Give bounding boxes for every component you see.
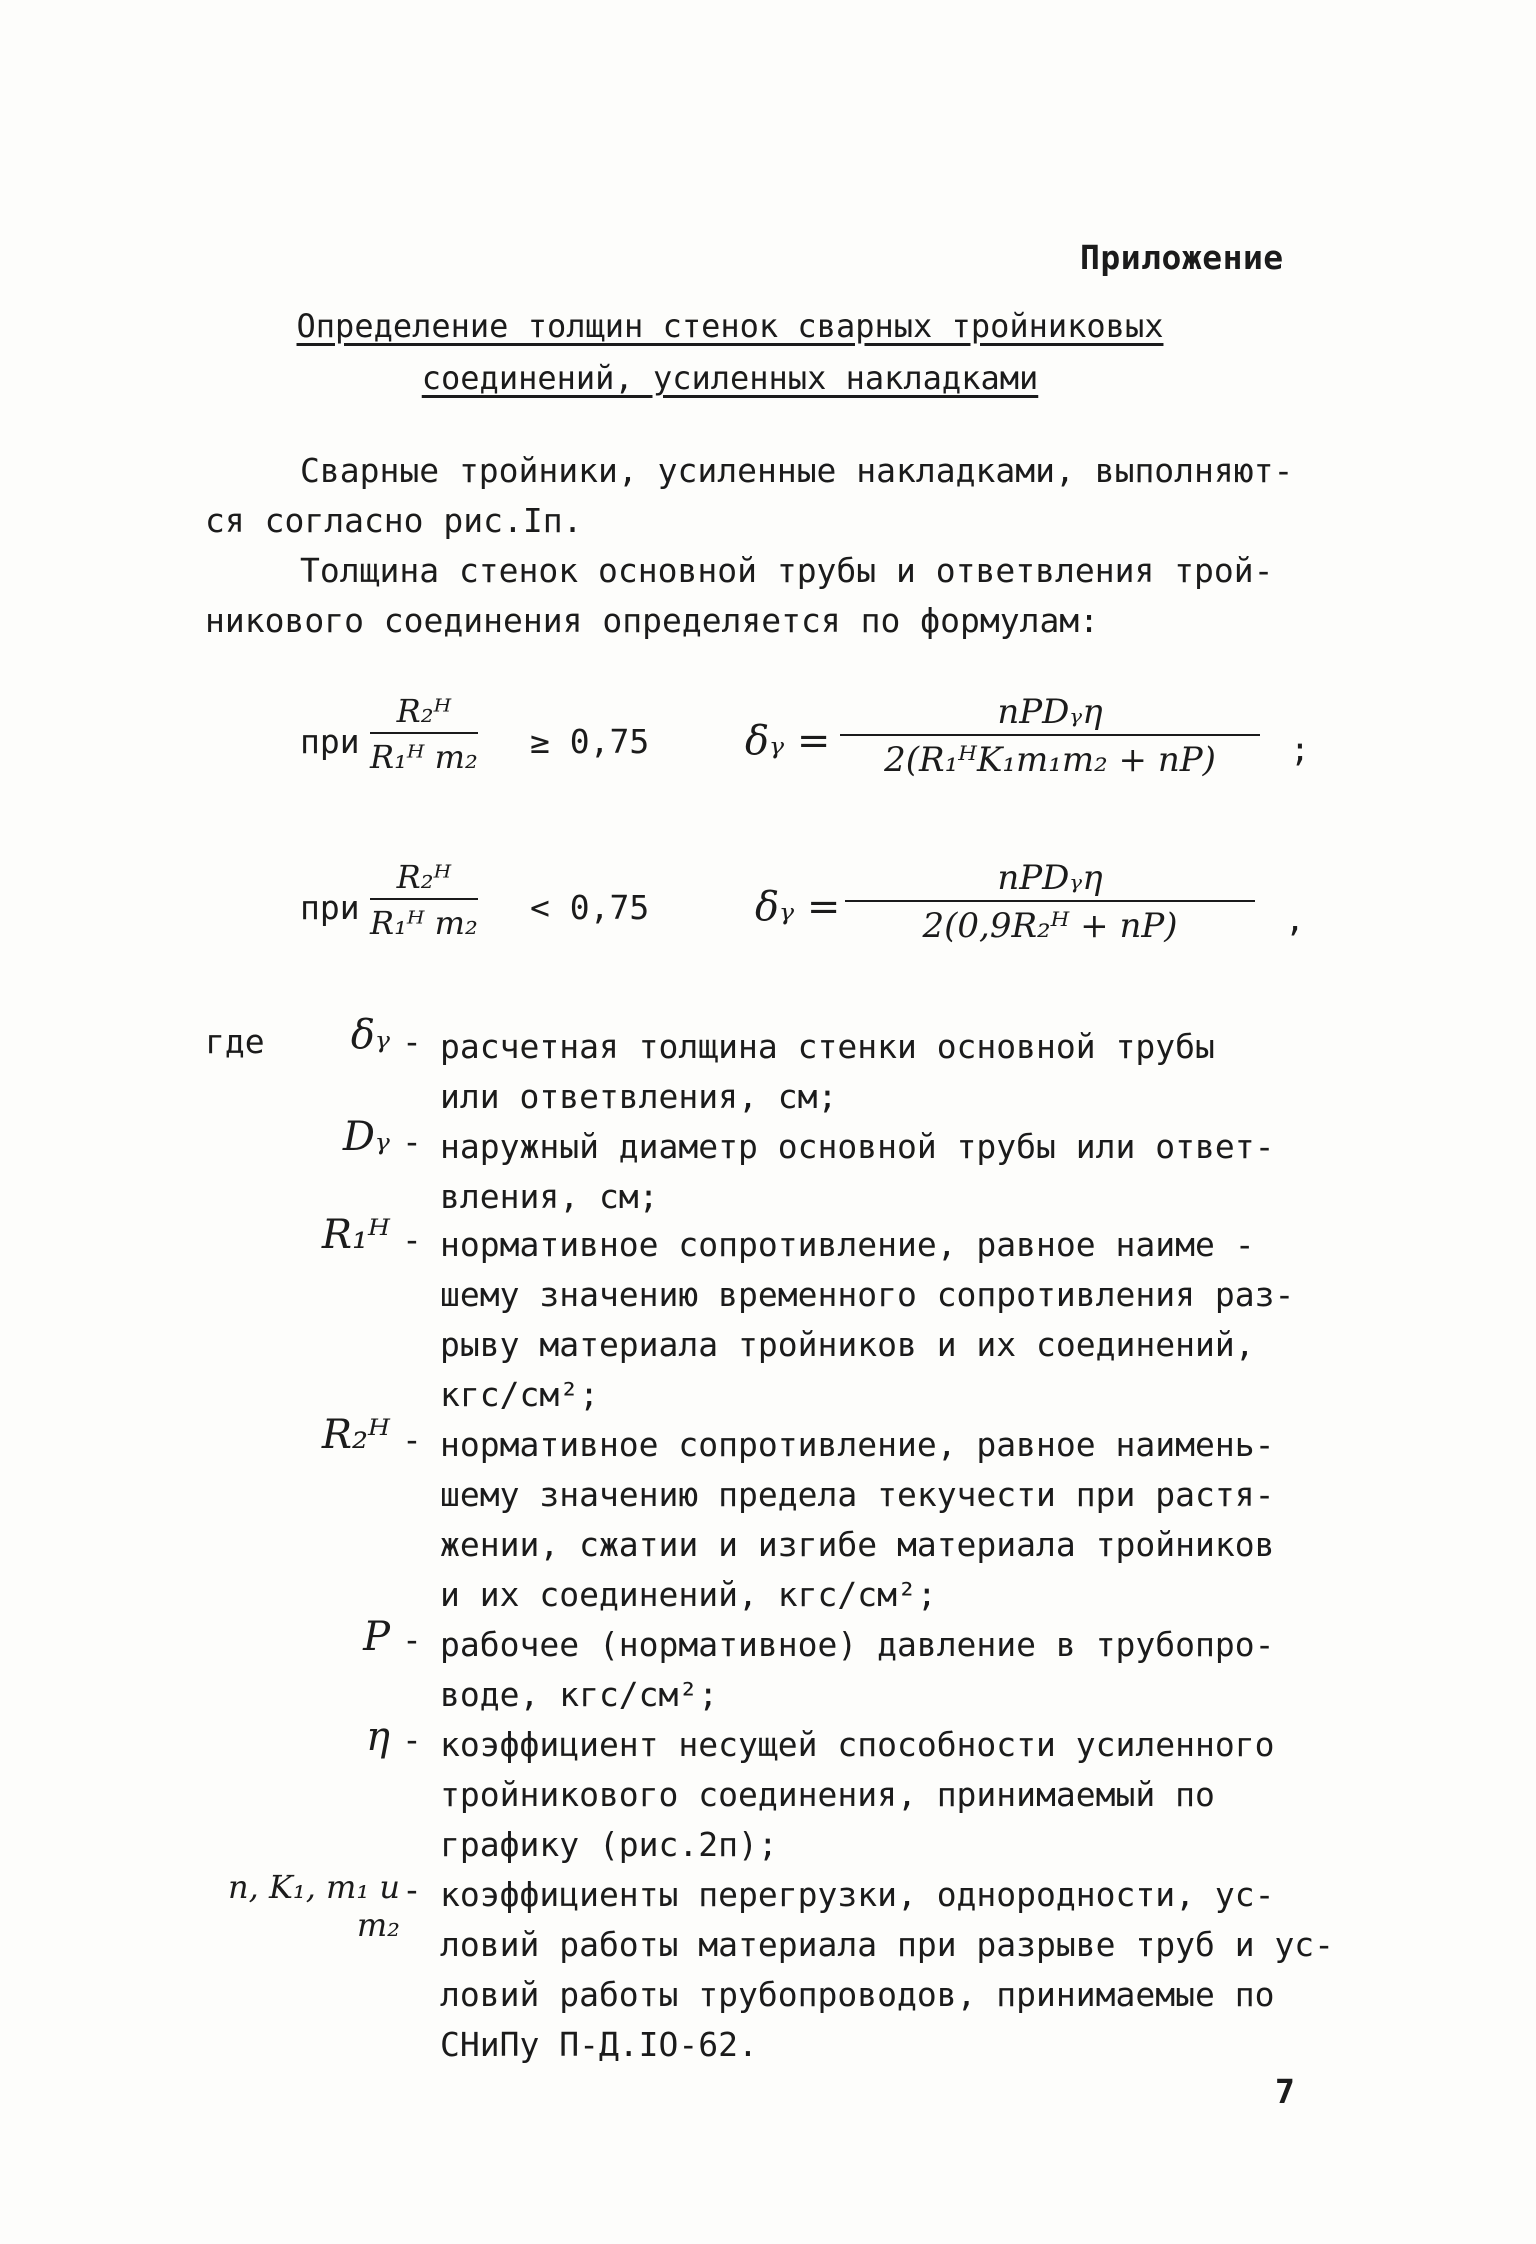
definition-dash: - — [402, 1220, 422, 1259]
definition-line: тройникового соединения, принимаемый по — [440, 1775, 1215, 1814]
definition-line: воде, кгс/см²; — [440, 1675, 719, 1714]
formula-1-end: ; — [1290, 730, 1310, 769]
definition-text — [440, 1720, 1340, 1870]
formula-2-ratio-denominator: R₁ᴴ m₂ — [370, 904, 478, 942]
formula-2-end: , — [1285, 900, 1305, 939]
formula-1-fraction — [840, 692, 1260, 780]
title-line-1: Определение толщин стенок сварных тройниковых — [296, 307, 1164, 345]
definition-line: расчетная толщина стенки основной трубы — [440, 1027, 1215, 1066]
formula-1-condition: ≥ 0,75 — [530, 722, 650, 761]
formula-2-prefix: при — [300, 888, 360, 927]
formula-2-lhs: δᵧ = — [755, 884, 841, 930]
definition-dash: - — [402, 1870, 422, 1909]
appendix-label: Приложение — [1080, 238, 1284, 277]
definition-text — [440, 1022, 1340, 1122]
definition-line: вления, см; — [440, 1177, 659, 1216]
definition-dash: - — [402, 1620, 422, 1659]
definition-dash: - — [402, 1720, 422, 1759]
definition-text — [440, 1620, 1340, 1720]
formula-2-fraction — [845, 858, 1255, 946]
definition-line: ловий работы материала при разрыве труб и ус- — [440, 1925, 1335, 1964]
where-label: где — [205, 1022, 265, 1061]
formula-1-denominator: 2(R₁ᴴK₁m₁m₂ + nP) — [884, 740, 1216, 780]
definition-text — [440, 1420, 1340, 1620]
definition-line: наружный диаметр основной трубы или ответ- — [440, 1127, 1275, 1166]
definition-line: или ответвления, см; — [440, 1077, 838, 1116]
definition-line: графику (рис.2п); — [440, 1825, 778, 1864]
definition-dash: - — [402, 1420, 422, 1459]
page-title — [240, 300, 1220, 404]
definition-line: жении, сжатии и изгибе материала тройников — [440, 1525, 1275, 1564]
definition-symbol: n, K₁, m₁ и m₂ — [228, 1868, 400, 1944]
formula-1-lhs: δᵧ = — [745, 718, 831, 764]
definition-symbol: δᵧ — [350, 1012, 390, 1058]
definition-dash: - — [402, 1022, 422, 1061]
formula-2-numerator: nPDᵧη — [845, 858, 1255, 902]
formula-2-denominator: 2(0,9R₂ᴴ + nP) — [922, 906, 1178, 946]
definition-symbol: P — [363, 1614, 390, 1660]
formula-1-ratio-numerator: R₂ᴴ — [370, 692, 478, 734]
formula-2-ratio-numerator: R₂ᴴ — [370, 858, 478, 900]
formula-2-ratio — [370, 858, 478, 942]
definition-line: ловий работы трубопроводов, принимаемые по — [440, 1975, 1275, 2014]
definition-line: коэффициенты перегрузки, однородности, ус- — [440, 1875, 1275, 1914]
definition-symbol: R₂ᴴ — [321, 1412, 390, 1458]
definition-line: кгс/см²; — [440, 1375, 599, 1414]
formula-1-ratio — [370, 692, 478, 776]
definition-symbol: Dᵧ — [342, 1114, 390, 1160]
definition-line: нормативное сопротивление, равное наиме - — [440, 1225, 1255, 1264]
definition-text — [440, 1870, 1340, 2070]
formula-1-prefix: при — [300, 722, 360, 761]
intro-p1-line1: Сварные тройники, усиленные накладками, выполняют- — [300, 451, 1294, 490]
definition-line: нормативное сопротивление, равное наимень- — [440, 1425, 1275, 1464]
definition-line: шему значению предела текучести при растя- — [440, 1475, 1275, 1514]
definition-symbol: η — [366, 1714, 390, 1760]
definition-text — [440, 1220, 1340, 1420]
definition-line: рыву материала тройников и их соединений, — [440, 1325, 1255, 1364]
definition-text — [440, 1122, 1340, 1222]
definition-line: коэффициент несущей способности усиленного — [440, 1725, 1275, 1764]
definition-line: и их соединений, кгс/см²; — [440, 1575, 937, 1614]
formula-1-ratio-denominator: R₁ᴴ m₂ — [370, 738, 478, 776]
definition-line: шему значению временного сопротивления раз- — [440, 1275, 1295, 1314]
intro-p1-line2: ся согласно рис.Iп. — [205, 501, 583, 540]
definition-line: СНиПу П-Д.IO-62. — [440, 2025, 758, 2064]
definition-symbol: R₁ᴴ — [321, 1212, 390, 1258]
intro-p2-line2: никового соединения определяется по формулам: — [205, 601, 1100, 640]
formula-2-condition: < 0,75 — [530, 888, 650, 927]
title-line-2: соединений, усиленных накладками — [421, 359, 1039, 397]
definition-line: рабочее (нормативное) давление в трубопро- — [440, 1625, 1275, 1664]
page-number: 7 — [1275, 2072, 1295, 2111]
formula-1-numerator: nPDᵧη — [840, 692, 1260, 736]
intro-p2-line1: Толщина стенок основной трубы и ответвления трой- — [300, 551, 1274, 590]
definition-dash: - — [402, 1122, 422, 1161]
